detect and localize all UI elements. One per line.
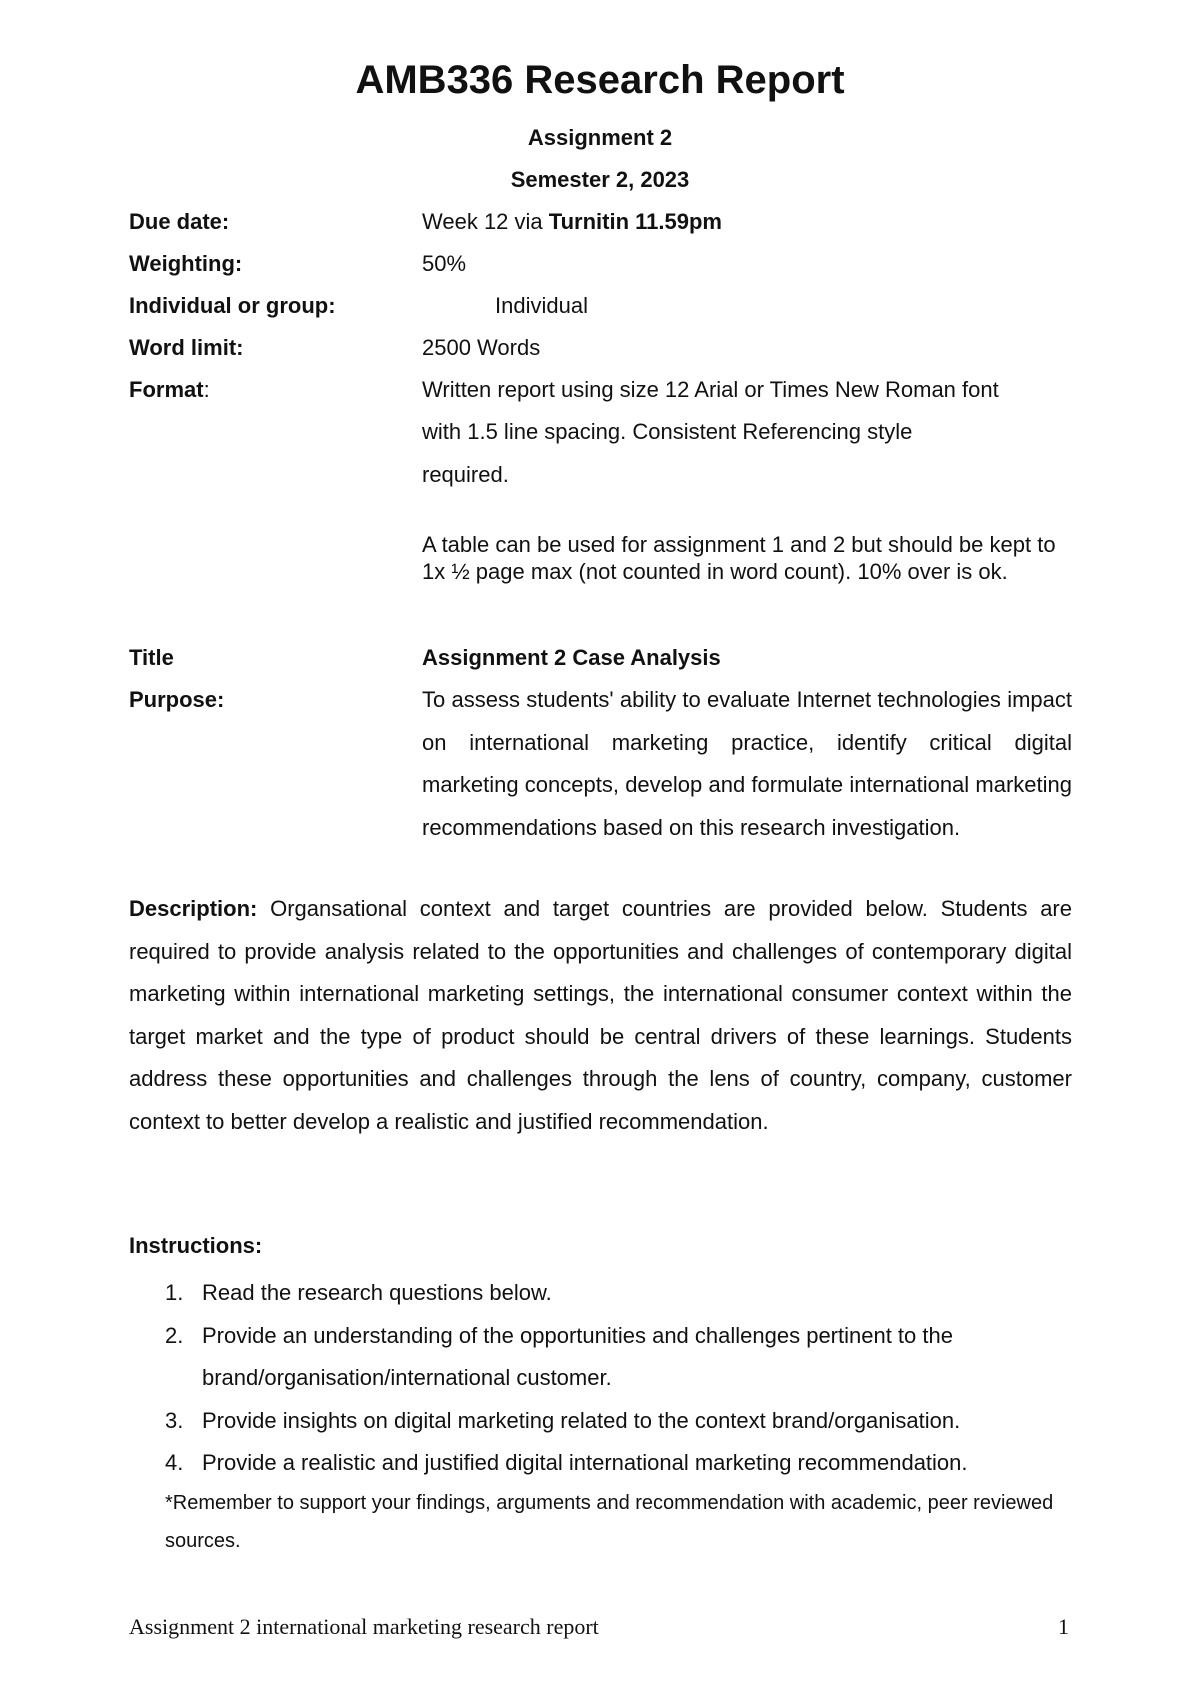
instructions-list [165, 1272, 1072, 1485]
weighting-label: Weighting: [129, 251, 243, 276]
format-line-3: required. [422, 462, 509, 487]
due-date-label: Due date: [129, 209, 230, 234]
instruction-item [165, 1272, 1072, 1315]
document-title: AMB336 Research Report [355, 58, 845, 102]
format-label-colon: : [203, 377, 210, 402]
format-table-note: A table can be used for assignment 1 and 2 but should be kept to 1x ½ page max (not counted in word count). 10% over is ok. [422, 532, 1056, 584]
instruction-item [165, 1315, 1072, 1400]
page-number: 1 [1058, 1614, 1069, 1639]
due-date-value [422, 207, 722, 237]
instruction-number: 4. [165, 1450, 184, 1475]
semester-subtitle: Semester 2, 2023 [510, 167, 690, 192]
format-label-text: Format [129, 377, 204, 402]
individual-group-value: Individual [495, 293, 588, 318]
title-value [422, 643, 721, 673]
title-value-text: Assignment 2 Case Analysis [422, 645, 721, 670]
word-limit-value: 2500 Words [422, 335, 541, 360]
instruction-item [165, 1442, 1072, 1485]
instruction-text: Provide a realistic and justified digital international marketing recommendation. [202, 1450, 968, 1475]
title-label: Title [129, 645, 174, 670]
instruction-item [165, 1400, 1072, 1443]
description-text: Organsational context and target countries are provided below. Students are required to provide analysis related to the opportunities and challenges of contemporary digital marketing within international marketing settings, the international consumer context within the target market and the type of product should be central drivers of these learnings. Students address these opportunities and challenges through the lens of country, company, customer context to better develop a realistic and justified recommendation. [129, 896, 1072, 1134]
assignment-subtitle: Assignment 2 [527, 125, 673, 150]
format-label [129, 375, 210, 405]
instruction-number: 2. [165, 1322, 184, 1348]
instructions-heading: Instructions: [129, 1233, 263, 1258]
description-paragraph [129, 888, 1072, 1143]
instruction-number: 1. [165, 1280, 184, 1305]
due-date-prefix: Week 12 via [422, 209, 549, 234]
instruction-number: 3. [165, 1407, 184, 1433]
purpose-value: To assess students' ability to evaluate Internet technologies impact on international marketing practice, identify critical digital marketing concepts, develop and formulate international marketing recommendations based on this research investigation. [422, 687, 1072, 840]
sources-reminder-note: *Remember to support your findings, arguments and recommendation with academic, peer reviewed sources. [165, 1492, 1054, 1552]
description-label: Description: [129, 896, 258, 921]
format-line-1: Written report using size 12 Arial or Times New Roman font [422, 377, 999, 402]
word-limit-label: Word limit: [129, 335, 244, 360]
format-line-2: with 1.5 line spacing. Consistent Referencing style [422, 419, 913, 444]
due-date-deadline: Turnitin 11.59pm [548, 209, 722, 234]
instruction-text: Provide an understanding of the opportunities and challenges pertinent to the brand/organisation/international customer. [202, 1322, 953, 1390]
instruction-text: Provide insights on digital marketing related to the context brand/organisation. [202, 1407, 961, 1433]
footer-text: Assignment 2 international marketing research report [129, 1614, 599, 1639]
weighting-value: 50% [422, 251, 467, 276]
individual-group-label: Individual or group: [129, 293, 336, 318]
instruction-text: Read the research questions below. [202, 1280, 552, 1305]
purpose-label: Purpose: [129, 687, 225, 712]
